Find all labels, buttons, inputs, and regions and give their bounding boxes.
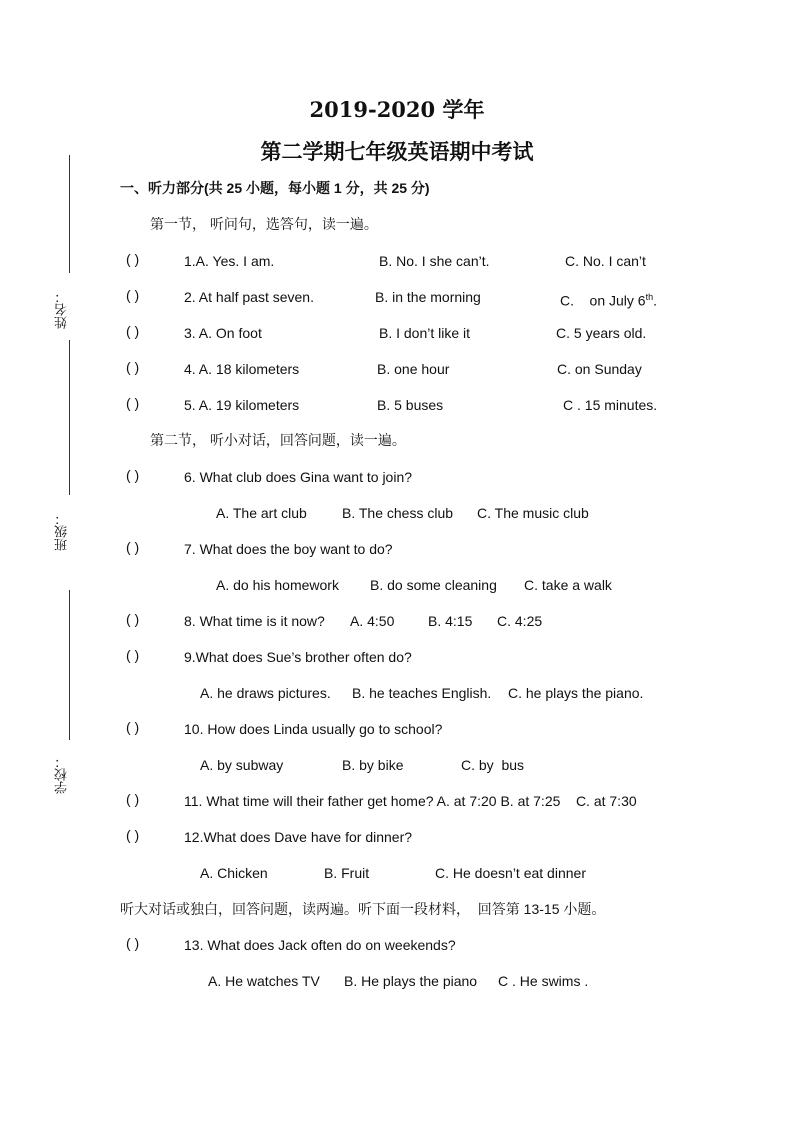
ordinal-suffix: th [645, 292, 654, 302]
q10-option-b: B. by bike [342, 757, 404, 773]
binding-line [69, 340, 70, 495]
q13-option-b: B. He plays the piano [344, 973, 478, 989]
option-c-text: C. on July 6 [560, 292, 646, 309]
option-c-end: . [653, 292, 657, 309]
q8-option-b: B. 4:15 [428, 613, 473, 629]
q7-option-c: C. take a walk [524, 577, 612, 593]
q10-option-a: A. by subway [200, 757, 284, 773]
option-b: B. in the morning [375, 289, 481, 305]
part2-heading: 第二节， 听小对话，回答问题，读一遍。 [150, 432, 406, 448]
question-8-text: 8. What time is it now? [184, 613, 325, 629]
q6-option-b: B. The chess club [342, 505, 454, 521]
binding-line [69, 155, 70, 273]
question-13-text: 13. What does Jack often do on weekends? [184, 937, 456, 953]
name-label: 姓名： [54, 290, 69, 329]
question-10-text: 10. How does Linda usually go to school? [184, 721, 443, 737]
question-text: 1.A. Yes. I am. [184, 253, 275, 269]
section-heading: 一、听力部分(共 25 小题，每小题 1 分，共 25 分) [120, 180, 430, 196]
q9-option-c: C. he plays the piano. [508, 685, 644, 701]
option-b: B. one hour [377, 361, 450, 377]
q13-option-c: C . He swims . [498, 973, 589, 989]
q8-option-c: C. 4:25 [497, 613, 543, 629]
q7-option-a: A. do his homework [216, 577, 339, 593]
question-6-text: 6. What club does Gina want to join? [184, 469, 413, 485]
answer-blank[interactable]: ( ) [126, 647, 140, 663]
answer-blank[interactable]: ( ) [126, 467, 140, 483]
question-text: 4. A. 18 kilometers [184, 361, 300, 377]
q9-option-a: A. he draws pictures. [200, 685, 331, 701]
option-c: C. 5 years old. [556, 325, 647, 341]
q12-option-c: C. He doesn’t eat dinner [435, 865, 586, 881]
class-label: 班级： [54, 512, 69, 551]
question-11-text: 11. What time will their father get home? A. at 7:20 B. at 7:25 C. at 7:30 [184, 793, 637, 809]
option-b: B. I don’t like it [379, 325, 471, 341]
q10-option-c: C. by bus [461, 757, 525, 773]
answer-blank[interactable]: ( ) [126, 287, 140, 303]
question-text: 5. A. 19 kilometers [184, 397, 300, 413]
answer-blank[interactable]: ( ) [126, 791, 140, 807]
option-c: C. No. I can’t [565, 253, 646, 269]
q8-option-a: A. 4:50 [350, 613, 395, 629]
option-c: C. on Sunday [557, 361, 642, 377]
part1-heading: 第一节， 听问句，选答句，读一遍。 [150, 216, 378, 232]
answer-blank[interactable]: ( ) [126, 323, 140, 339]
school-label: 学校： [54, 755, 69, 794]
answer-blank[interactable]: ( ) [126, 251, 140, 267]
answer-blank[interactable]: ( ) [126, 827, 140, 843]
q12-option-a: A. Chicken [200, 865, 268, 881]
exam-year: 2019-2020 学年 [309, 97, 485, 122]
answer-blank[interactable]: ( ) [126, 935, 140, 951]
answer-blank[interactable]: ( ) [126, 395, 140, 411]
option-b: B. 5 buses [377, 397, 444, 413]
option-c: C . 15 minutes. [563, 397, 658, 413]
q12-option-b: B. Fruit [324, 865, 370, 881]
question-12-text: 12.What does Dave have for dinner? [184, 829, 413, 845]
q9-option-b: B. he teaches English. [352, 685, 492, 701]
exam-title: 第二学期七年级英语期中考试 [260, 139, 534, 164]
answer-blank[interactable]: ( ) [126, 539, 140, 555]
answer-blank[interactable]: ( ) [126, 359, 140, 375]
question-9-text: 9.What does Sue’s brother often do? [184, 649, 412, 665]
option-b: B. No. I she can’t. [379, 253, 490, 269]
question-7-text: 7. What does the boy want to do? [184, 541, 393, 557]
part3-heading: 听大对话或独白，回答问题，读两遍。听下面一段材料， 回答第 13-15 小题。 [120, 901, 606, 917]
q6-option-a: A. The art club [216, 505, 307, 521]
q13-option-a: A. He watches TV [208, 973, 320, 989]
q6-option-c: C. The music club [477, 505, 589, 521]
option-c [560, 287, 657, 311]
question-text: 3. A. On foot [184, 325, 262, 341]
q7-option-b: B. do some cleaning [370, 577, 497, 593]
answer-blank[interactable]: ( ) [126, 719, 140, 735]
answer-blank[interactable]: ( ) [126, 611, 140, 627]
question-text: 2. At half past seven. [184, 289, 314, 305]
binding-line [69, 590, 70, 740]
